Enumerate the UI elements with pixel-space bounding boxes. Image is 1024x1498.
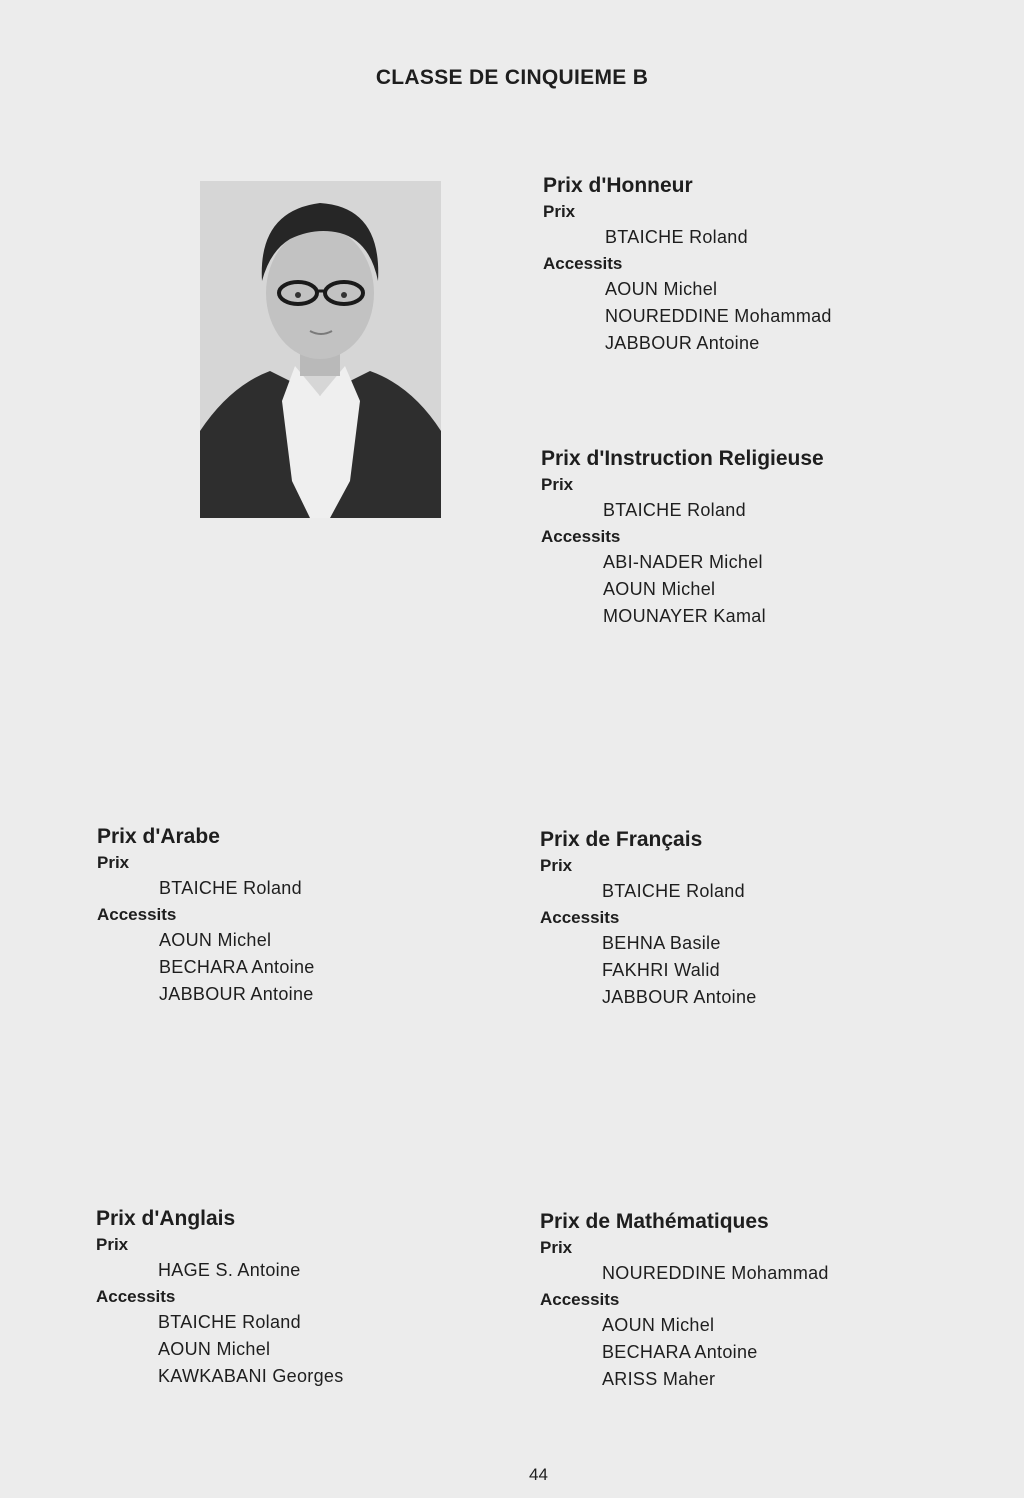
- section-heading: Prix d'Instruction Religieuse: [541, 447, 824, 470]
- accessit-name: JABBOUR Antoine: [159, 984, 314, 1004]
- accessits-label: Accessits: [541, 527, 621, 546]
- page-number: 44: [529, 1465, 548, 1484]
- accessit-name: MOUNAYER Kamal: [603, 606, 766, 626]
- prix-label: Prix: [97, 853, 130, 872]
- section-heading: Prix d'Honneur: [543, 174, 693, 197]
- accessit-name: BECHARA Antoine: [159, 957, 315, 977]
- section-prix-anglais: [96, 1206, 344, 1390]
- prix-winner: HAGE S. Antoine: [158, 1260, 301, 1280]
- accessit-name: BTAICHE Roland: [158, 1312, 301, 1332]
- prix-winner: NOUREDDINE Mohammad: [602, 1263, 829, 1283]
- prix-winner: BTAICHE Roland: [159, 878, 302, 898]
- prix-label: Prix: [540, 856, 573, 875]
- accessits-label: Accessits: [540, 1290, 620, 1309]
- accessit-name: NOUREDDINE Mohammad: [605, 306, 832, 326]
- student-portrait-photo: [200, 181, 441, 518]
- accessit-name: ARISS Maher: [602, 1369, 716, 1389]
- prix-label: Prix: [541, 475, 574, 494]
- prix-winner: BTAICHE Roland: [602, 881, 745, 901]
- accessits-label: Accessits: [540, 908, 620, 927]
- section-prix-instruction-religieuse: [541, 446, 824, 630]
- accessits-label: Accessits: [97, 905, 177, 924]
- section-heading: Prix de Français: [540, 828, 703, 851]
- page-title: CLASSE DE CINQUIEME B: [375, 66, 649, 89]
- accessit-name: AOUN Michel: [158, 1339, 271, 1359]
- accessit-name: AOUN Michel: [159, 930, 272, 950]
- accessit-name: ABI-NADER Michel: [603, 552, 763, 572]
- accessit-name: AOUN Michel: [602, 1315, 715, 1335]
- section-heading: Prix d'Arabe: [97, 825, 220, 848]
- section-prix-honneur: [543, 173, 832, 357]
- section-prix-francais: [540, 827, 757, 1011]
- accessit-name: KAWKABANI Georges: [158, 1366, 344, 1386]
- section-prix-arabe: [97, 824, 315, 1008]
- accessits-label: Accessits: [96, 1287, 176, 1306]
- accessit-name: AOUN Michel: [603, 579, 716, 599]
- prix-winner: BTAICHE Roland: [605, 227, 748, 247]
- accessit-name: FAKHRI Walid: [602, 960, 720, 980]
- section-prix-mathematiques: [540, 1209, 829, 1393]
- section-heading: Prix d'Anglais: [96, 1207, 236, 1230]
- prix-winner: BTAICHE Roland: [603, 500, 746, 520]
- prix-label: Prix: [96, 1235, 129, 1254]
- section-heading: Prix de Mathématiques: [540, 1210, 769, 1233]
- accessit-name: JABBOUR Antoine: [605, 333, 760, 353]
- prix-label: Prix: [543, 202, 576, 221]
- accessit-name: JABBOUR Antoine: [602, 987, 757, 1007]
- prix-label: Prix: [540, 1238, 573, 1257]
- accessit-name: BECHARA Antoine: [602, 1342, 758, 1362]
- accessit-name: AOUN Michel: [605, 279, 718, 299]
- accessit-name: BEHNA Basile: [602, 933, 721, 953]
- accessits-label: Accessits: [543, 254, 623, 273]
